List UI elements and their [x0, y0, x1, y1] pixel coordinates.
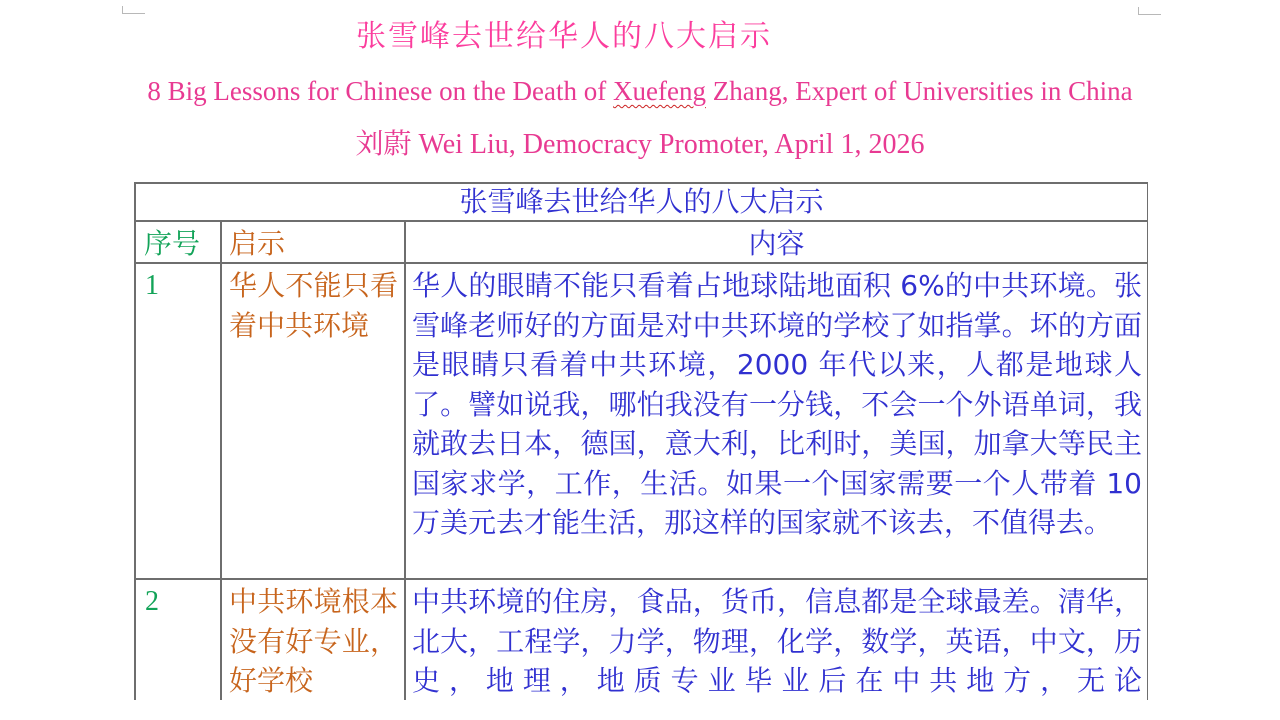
subtitle-english — [0, 76, 1280, 107]
table-row — [135, 263, 1148, 579]
table-row — [135, 579, 1148, 700]
page-title: 张雪峰去世给华人的八大启示 — [356, 19, 772, 54]
row1-content: 华人的眼睛不能只看着占地球陆地面积 6%的中共环境。张雪峰老师好的方面是对中共环境的学校了如指掌。坏的方面是眼睛只看着中共环境，2000 年代以来，人都是地球人了。譬如说我，哪怕我没有一分钱，不会一个外语单词，我就敢去日本，德国，意大利，比利时，美国，加拿大等民主国家求学，工作，生活。如果一个国家需要一个人带着 10 万美元去才能生活，那这样的国家就不该去，不值得去。 — [405, 263, 1148, 579]
row2-lesson: 中共环境根本没有好专业，好学校 — [221, 579, 405, 700]
margin-corner-mark-left — [122, 6, 145, 14]
table-caption: 张雪峰去世给华人的八大启示 — [135, 183, 1148, 221]
lessons-table-container — [134, 182, 1148, 700]
row2-content: 中共环境的住房，食品，货币，信息都是全球最差。清华，北大，工程学，力学，物理，化学，数学，英语，中文，历史，地理，地质专业毕业后在中共地方，无论 — [405, 579, 1148, 700]
header-index: 序号 — [135, 221, 221, 263]
byline: 刘蔚 Wei Liu, Democracy Promoter, April 1, 2026 — [355, 129, 925, 160]
row1-lesson: 华人不能只看着中共环境 — [221, 263, 405, 579]
table-caption-row — [135, 183, 1148, 221]
subtitle-segment-before: 8 Big Lessons for Chinese on the Death of — [147, 76, 614, 106]
table-header-row — [135, 221, 1148, 263]
lessons-table — [134, 182, 1148, 700]
margin-corner-mark-right — [1138, 7, 1161, 15]
misspelled-word: Xuefeng — [613, 76, 706, 106]
header-content: 内容 — [405, 221, 1148, 263]
subtitle-segment-after: Zhang, Expert of Universities in China — [705, 76, 1133, 106]
row2-index: 2 — [135, 579, 221, 700]
row1-index: 1 — [135, 263, 221, 579]
header-lesson: 启示 — [221, 221, 405, 263]
